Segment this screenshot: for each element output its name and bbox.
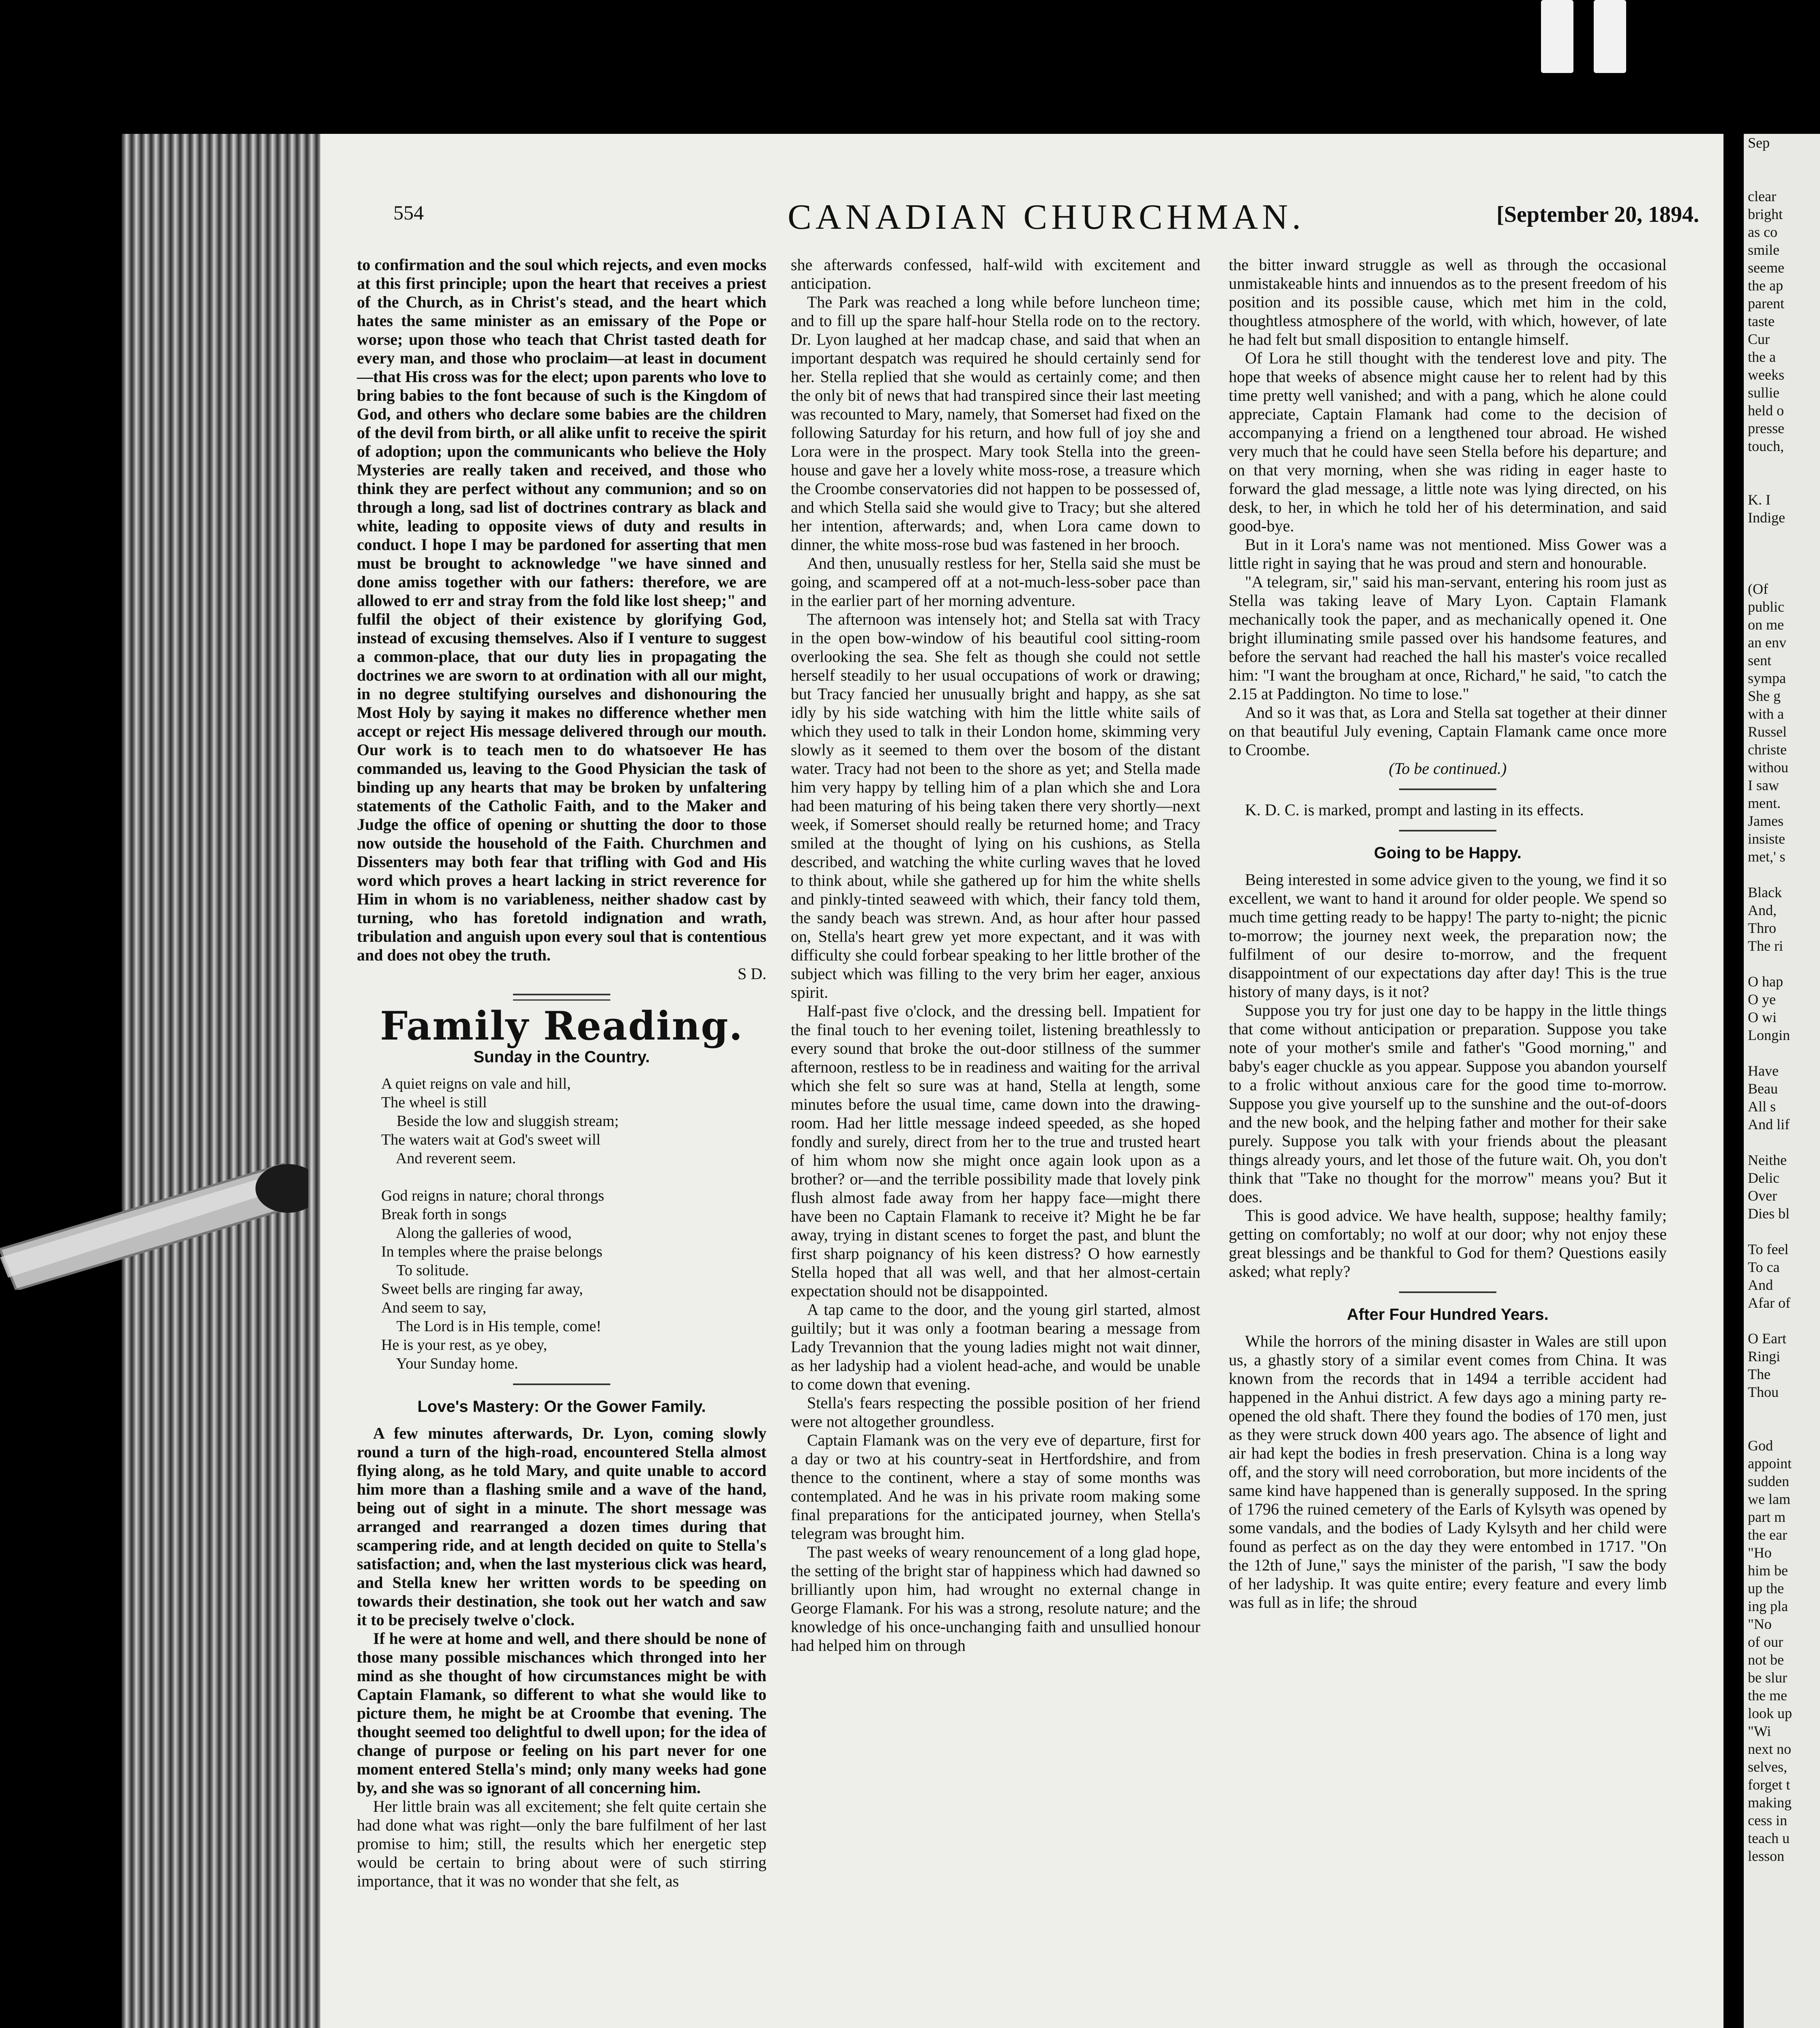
- advertisement: K. D. C. is marked, prompt and lasting in its effects.: [1245, 801, 1584, 819]
- adjacent-page-line: with a: [1748, 706, 1784, 722]
- column-2: [791, 256, 1200, 2028]
- adjacent-page-line: The: [1748, 1366, 1771, 1382]
- adjacent-page-line: selves,: [1748, 1759, 1787, 1775]
- adjacent-page-line: Cur: [1748, 331, 1770, 347]
- adjacent-page-line: "Ho: [1748, 1545, 1772, 1561]
- adjacent-page-line: Longin: [1748, 1027, 1790, 1043]
- adjacent-page-line: O ye: [1748, 991, 1776, 1008]
- adjacent-page-line: Delic: [1748, 1170, 1779, 1186]
- adjacent-page-line: sent: [1748, 652, 1771, 668]
- adjacent-page-line: weeks: [1748, 367, 1784, 383]
- poem-line: Sweet bells are ringing far away,: [381, 1280, 583, 1298]
- adjacent-page-line: met,' s: [1748, 849, 1786, 865]
- story-title: Love's Mastery: Or the Gower Family.: [417, 1398, 706, 1416]
- page-header: [393, 197, 1699, 241]
- story-paragraph: But in it Lora's name was not mentioned. Miss Gower was a little right in saying that he was proud and stern and honourable.: [1229, 535, 1667, 572]
- adjacent-page-line: bright: [1748, 206, 1783, 222]
- poem-line: In temples where the praise belongs: [381, 1243, 603, 1260]
- adjacent-page-line: [1748, 955, 1820, 973]
- adjacent-page-line: To ca: [1748, 1259, 1780, 1275]
- adjacent-page-line: Russel: [1748, 724, 1787, 740]
- adjacent-page-line: [1748, 473, 1820, 491]
- adjacent-page-line: lesson: [1748, 1848, 1784, 1864]
- story-paragraph: Captain Flamank was on the very eve of departure, first for a day or two at his country-seat in Hertfordshire, and from thence to the continent, where a stay of some months was contemplated. And he was in his private room making some final preparations for the anticipated journey, when Stella's telegram was brought him.: [791, 1431, 1200, 1542]
- adjacent-page-line: And: [1748, 1277, 1773, 1293]
- page-clip: [0, 1156, 308, 1290]
- adjacent-page-line: The ri: [1748, 938, 1783, 954]
- adjacent-page-line: [1748, 1044, 1820, 1062]
- adjacent-page-line: parent: [1748, 295, 1784, 312]
- story-paragraph: Stella's fears respecting the possible position of her friend were not altogether groundless.: [791, 1394, 1200, 1431]
- story-paragraph: Her little brain was all excitement; she felt quite certain she had done what was right—only the bare fulfilment of her last promise to him; still, the results which her energetic step would be certain to bring about were of such stirring importance, that it was no wonder that she felt, as: [357, 1797, 766, 1890]
- adjacent-page-line: the me: [1748, 1687, 1787, 1704]
- adjacent-page-line: clear: [1748, 188, 1776, 204]
- adjacent-page-line: Thou: [1748, 1384, 1779, 1400]
- adjacent-page-line: Sep: [1748, 135, 1770, 151]
- adjacent-page-line: part m: [1748, 1509, 1786, 1525]
- adjacent-page-line: Black: [1748, 884, 1782, 900]
- adjacent-page-line: [1748, 544, 1820, 562]
- article-paragraph: This is good advice. We have health, suppose; healthy family; getting on comfortably; no wolf at our door; why not enjoy these great blessings and be thankful to God for them? Questions easily asked; what reply?: [1229, 1206, 1667, 1280]
- adjacent-page-line: To feel: [1748, 1241, 1789, 1257]
- adjacent-page-line: the a: [1748, 349, 1776, 365]
- adjacent-page-line: Neithe: [1748, 1152, 1787, 1168]
- adjacent-page-line: [1748, 562, 1820, 580]
- adjacent-page-line: sullie: [1748, 385, 1779, 401]
- adjacent-page-line: Beau: [1748, 1081, 1778, 1097]
- adjacent-page-line: smile: [1748, 242, 1779, 258]
- adjacent-page-line: christe: [1748, 741, 1787, 758]
- poem-line: A quiet reigns on vale and hill,: [381, 1075, 571, 1092]
- poem-line: Break forth in songs: [381, 1206, 507, 1223]
- adjacent-page-line: [1748, 1419, 1820, 1437]
- poem-line: [381, 1168, 766, 1186]
- column-3: [1229, 256, 1667, 2028]
- adjacent-page-line: [1748, 170, 1820, 187]
- adjacent-page-line: Ringi: [1748, 1348, 1781, 1364]
- poem-title: Sunday in the Country.: [473, 1048, 650, 1066]
- adjacent-page-line: taste: [1748, 313, 1775, 329]
- adjacent-page-line: O wi: [1748, 1009, 1777, 1025]
- page-number: 554: [393, 201, 424, 224]
- adjacent-page-line: touch,: [1748, 438, 1784, 454]
- adjacent-page-line: And,: [1748, 902, 1777, 918]
- poem-line: God reigns in nature; choral throngs: [381, 1187, 604, 1204]
- adjacent-page-line: [1748, 152, 1820, 170]
- adjacent-page-line: appoint: [1748, 1455, 1792, 1472]
- story-paragraph: The Park was reached a long while before luncheon time; and to fill up the spare half-hour Stella rode on to the rectory. Dr. Lyon laughed at her madcap chase, and said that when an important despatch was required he should certainly send for her. Stella replied that she would as certainly come; and then the only bit of news that had transpired since their last meeting was recounted to Mary, namely, that Somerset had fixed on the following Saturday for his return, and how full of joy she and Lora were in the prospect. Mary took Stella into the green-house and gave her a lovely white moss-rose, a treasure which the Croombe conservatories did not happen to be possessed of, and which Stella said she would give to Tracy; but she altered her intention, afterwards; and, when Lora came down to dinner, the white moss-rose bud was fastened in her brooch.: [791, 293, 1200, 554]
- adjacent-page-line: him be: [1748, 1562, 1788, 1579]
- article-paragraph: Being interested in some advice given to the young, we find it so excellent, we want to hand it around for older people. We spend so much time getting ready to be happy! The party to-night; the picnic to-morrow; the journey next week, the preparation now; the fulfilment of our desire to-morrow, and the frequent disappointment of our expectations day after day! This is the true history of many days, is it not?: [1229, 870, 1667, 1001]
- divider: [1399, 830, 1496, 831]
- adjacent-page-line: James: [1748, 813, 1784, 829]
- binding-mark-top-2: [1594, 0, 1626, 73]
- adjacent-page-line: Thro: [1748, 920, 1776, 936]
- story-paragraph: A few minutes afterwards, Dr. Lyon, coming slowly round a turn of the high-road, encountered Stella almost flying along, as he told Mary, and quite unable to accord him more than a flashing smile and a wave of the hand, being out of sight in a minute. The short message was arranged and rearranged a dozen times during that scampering ride, and at length decided on quite to Stella's satisfaction; and, when the last mysterious click was heard, and Stella knew her written words to be speeding on towards their destination, she took out her watch and saw it to be precisely twelve o'clock.: [357, 1424, 766, 1629]
- adjacent-page-line: All s: [1748, 1098, 1776, 1115]
- poem-line: To solitude.: [381, 1262, 469, 1279]
- adjacent-page-line: [1748, 1222, 1820, 1240]
- adjacent-page-line: I saw: [1748, 777, 1779, 793]
- adjacent-page-line: be slur: [1748, 1669, 1787, 1686]
- adjacent-page-line: ing pla: [1748, 1598, 1788, 1614]
- adjacent-page-line: cess in: [1748, 1812, 1787, 1828]
- article-title: After Four Hundred Years.: [1347, 1306, 1549, 1323]
- divider: [1399, 1291, 1496, 1293]
- divider: [513, 1384, 610, 1385]
- adjacent-page-line: look up: [1748, 1705, 1792, 1721]
- article-intro: to confirmation and the soul which rejects, and even mocks at this first principle; upon the heart that receives a priest of the Church, as in Christ's stead, and the heart which hates the same minister as an emissary of the Pope or worse; upon those who teach that Christ tasted death for every man, and those who proclaim—at least in document—that His cross was for the elect; upon parents who love to bring babies to the font because of such is the Kingdom of God, and others who declare some babies are the children of the devil from birth, or all alike unfit to receive the spirit of adoption; upon the communicants who believe the Holy Mysteries are really taken and received, and those who think they are perfect without any communion; and so on through a long, sad list of doctrines contrary as black and white, leading to opposite views of duty and results in conduct. I hope I may be pardoned for asserting that men must be brought to acknowledge "we have sinned and done amiss together with our fathers: therefore, we are allowed to err and stray from the fold like lost sheep;" and fulfil the object of their existence by glorifying God, instead of excusing themselves. Also if I venture to suggest a common-place, that our duty lies in propagating the doctrines we are sworn to at ordination with all our might, in no degree stultifying ourselves and dishonouring the Most Holy by saying it makes no difference whether men accept or reject His message delivered through our mouth. Our work is to teach men to do whatsoever He has commanded us, leaving to the Good Physician the task of binding up any hearts that may be broken by unfaltering statements of the Catholic Faith, and to the Maker and Judge the office of opening or shutting the door to those now outside the household of the Faith. Churchmen and Dissenters may both fear that trifling with God and His word which proves a heart lacking in strict reverence for Him in whom is no variableness, neither shadow cast by turning, who has foretold indignation and wrath, tribulation and anguish upon every soul that is contentious and does not obey the truth.: [357, 256, 766, 964]
- adjacent-page-line: not be: [1748, 1652, 1784, 1668]
- adjacent-page-line: making: [1748, 1794, 1792, 1811]
- poem: [381, 1074, 766, 1373]
- adjacent-page-line: O Eart: [1748, 1330, 1786, 1347]
- story-paragraph: "A telegram, sir," said his man-servant, entering his room just as Stella was taking leave of Mary Lyon. Captain Flamank mechanically took the paper, and as mechanically opened it. One bright illuminating smile passed over his handsome features, and before the servant had reached the hall his master's voice recalled him: "I want the brougham at once, Richard," he said, "to catch the 2.15 at Paddington. No time to lose.": [1229, 573, 1667, 703]
- to-be-continued: (To be continued.): [1389, 759, 1507, 778]
- adjacent-page-line: insiste: [1748, 831, 1786, 847]
- newspaper-page: [320, 134, 1723, 2028]
- adjacent-page-line: [1748, 1133, 1820, 1151]
- story-paragraph: Of Lora he still thought with the tenderest love and pity. The hope that weeks of absence might cause her to relent had by this time pretty well vanished; and with a pang, which he alone could appreciate, Captain Flamank had come to the decision of accompanying a friend on a lengthened tour abroad. He wished very much that he could have seen Stella before his departure; and on that very morning, when she was riding in eager haste to forward the glad message, a little note was lying directed, on his desk, to her, in which he told her of his determination, and said good-bye.: [1229, 349, 1667, 535]
- story-paragraph: The past weeks of weary renouncement of a long glad hope, the setting of the bright star of happiness which had dawned so brilliantly upon him, had wrought no external change in George Flamank. For his was a strong, resolute nature; and the knowledge of his once-unchanging faith and unsullied honour had helped him on through: [791, 1543, 1200, 1654]
- poem-line: Along the galleries of wood,: [381, 1225, 572, 1242]
- adjacent-page-line: [1748, 455, 1820, 473]
- poem-line: He is your rest, as ye obey,: [381, 1336, 547, 1353]
- divider: [513, 994, 610, 1001]
- story-paragraph: And so it was that, as Lora and Stella sat together at their dinner on that beautiful July evening, Captain Flamank came once more to Croombe.: [1229, 703, 1667, 759]
- adjacent-page-line: God: [1748, 1437, 1773, 1454]
- adjacent-page-line: "No: [1748, 1616, 1772, 1632]
- issue-date: [September 20, 1894.: [1496, 202, 1699, 227]
- adjacent-page-line: O hap: [1748, 973, 1783, 990]
- divider: [1399, 788, 1496, 790]
- adjacent-page-line: the ap: [1748, 277, 1783, 294]
- article-paragraph: Suppose you try for just one day to be happy in the little things that come without anticipation or preparation. Suppose you take note of your mother's smile and father's "Good morning," and baby's eager chuckle as you appear. Suppose you abandon yourself to a frolic without anxious care for the good time to-morrow. Suppose you give yourself up to the sunshine and the out-of-doors and the new book, and the helping father and mother for their sake purely. Suppose you talk with your friends about the pleasant things already yours, and let those of the future wait. Oh, you don't think that "Take no thought for the morrow" means you? But it does.: [1229, 1001, 1667, 1206]
- adjacent-page-line: "Wi: [1748, 1723, 1771, 1739]
- adjacent-page-line: an env: [1748, 634, 1786, 651]
- adjacent-page-line: Have: [1748, 1063, 1779, 1079]
- adjacent-page-line: [1748, 526, 1820, 544]
- adjacent-page-line: the ear: [1748, 1527, 1787, 1543]
- poem-line: And seem to say,: [381, 1299, 487, 1316]
- page-edges: [122, 134, 333, 2028]
- poem-line: And reverent seem.: [381, 1150, 516, 1167]
- poem-line: The wheel is still: [381, 1094, 487, 1111]
- adjacent-page-line: [1748, 1312, 1820, 1330]
- adjacent-page-line: held o: [1748, 402, 1784, 419]
- story-paragraph: A tap came to the door, and the young girl started, almost guiltily; but it was only a footman bearing a message from Lady Trevannion that the young ladies might not wait dinner, as her ladyship had a violent head-ache, and would be unable to come down that evening.: [791, 1300, 1200, 1393]
- adjacent-page-line: K. I: [1748, 492, 1771, 508]
- adjacent-page-line: as co: [1748, 224, 1777, 240]
- adjacent-page-line: Afar of: [1748, 1295, 1790, 1311]
- adjacent-page-line: of our: [1748, 1634, 1783, 1650]
- story-paragraph: And then, unusually restless for her, Stella said she must be going, and scampered off at a not-much-less-sober pace than in the earlier part of her morning adventure.: [791, 554, 1200, 610]
- adjacent-page-line: seeme: [1748, 260, 1784, 276]
- signature: S D.: [737, 965, 766, 983]
- adjacent-page-line: up the: [1748, 1580, 1784, 1596]
- adjacent-page-line: we lam: [1748, 1491, 1790, 1507]
- adjacent-page-line: next no: [1748, 1741, 1791, 1757]
- adjacent-page: [1744, 134, 1820, 2028]
- adjacent-page-line: withou: [1748, 759, 1789, 776]
- binding-mark-top: [1541, 0, 1573, 73]
- adjacent-page-line: sudden: [1748, 1473, 1789, 1489]
- article-paragraph: While the horrors of the mining disaster in Wales are still upon us, a ghastly story of a similar event comes from China. It was known from the records that in 1494 a terrible accident had happened in the Anhui district. A few days ago a mining party re-opened the old shaft. There they found the bodies of 170 men, just as they were struck down 400 years ago. The absence of light and air had kept the bodies in fresh preservation. China is a long way off, and the story will need corroboration, but more incidents of the same kind have happened than is generally supposed. In the spring of 1796 the ruined cemetery of the Earls of Kylsyth was opened by some vandals, and the bodies of Lady Kylsyth and her child were found as perfect as on the day they were entombed in 1717. "On the 12th of June," says the minister of the parish, "I saw the body of her ladyship. It was quite entire; every feature and every limb was full as in life; the shroud: [1229, 1332, 1667, 1611]
- adjacent-page-line: sympa: [1748, 670, 1786, 686]
- poem-line: The waters wait at God's sweet will: [381, 1131, 601, 1148]
- adjacent-page-line: Over: [1748, 1188, 1777, 1204]
- adjacent-page-line: teach u: [1748, 1830, 1790, 1846]
- adjacent-page-line: And lif: [1748, 1116, 1790, 1132]
- adjacent-page-line: (Of: [1748, 581, 1768, 597]
- adjacent-page-line: public: [1748, 599, 1784, 615]
- article-title: Going to be Happy.: [1374, 844, 1522, 862]
- adjacent-page-line: presse: [1748, 420, 1784, 436]
- adjacent-page-line: [1748, 866, 1820, 883]
- story-paragraph: Half-past five o'clock, and the dressing bell. Impatient for the final touch to her evening toilet, listening breathlessly to every sound that broke the out-door stillness of the summer afternoon, restless to be in readiness and waiting for the arrival which she felt so sure was at hand, Stella at length, some minutes before the usual time, came down into the drawing-room. Had her little message indeed speeded, as she hoped fondly and surely, direct from her to the true and trusted heart of him whom now she might once again look upon as a brother? or—and the terrible possibility made that lovely pink flush almost fade away from her happy face—might there have been no Captain Flamank to receive it? Might he be far away, trying in distant scenes to forget the past, and blunt the first sharp poignancy of his keen distress? O how earnestly Stella hoped that all was well, and that her almost-certain expectation should not be disappointed.: [791, 1002, 1200, 1300]
- adjacent-page-line: forget t: [1748, 1777, 1790, 1793]
- story-paragraph: she afterwards confessed, half-wild with excitement and anticipation.: [791, 256, 1200, 292]
- adjacent-page-line: Indige: [1748, 509, 1785, 526]
- poem-line: The Lord is in His temple, come!: [381, 1318, 601, 1335]
- adjacent-page-line: Dies bl: [1748, 1205, 1790, 1222]
- section-title: Family Reading.: [380, 1003, 743, 1049]
- adjacent-page-line: She g: [1748, 688, 1781, 704]
- adjacent-page-line: ment.: [1748, 795, 1781, 811]
- poem-line: Beside the low and sluggish stream;: [381, 1113, 619, 1130]
- story-paragraph: If he were at home and well, and there should be none of those many possible mischances which thronged into her mind as she thought of how circumstances might be with Captain Flamank, so different to what she would like to picture them, he might be at Croombe that evening. The thought seemed too delightful to dwell upon; for the idea of change of purpose or feeling on his part never for one moment entered Stella's mind; only many weeks had gone by, and she was so ignorant of all concerning him.: [357, 1629, 766, 1797]
- adjacent-page-line: on me: [1748, 617, 1784, 633]
- story-paragraph: The afternoon was intensely hot; and Stella sat with Tracy in the open bow-window of his beautiful cool sitting-room overlooking the sea. She felt as though she could not settle herself steadily to her usual occupations of work or drawing; but Tracy fancied her unusually bright and happy, as she sat idly by his side watching with him the little white sails of which they used to talk in their London home, skimming very slowly as it seemed to them over the bosom of the distant water. Tracy had not been to the shore as yet; and Stella made him very happy by telling him of a plan which she and Lora had been maturing of his being taken there very shortly—next week, if Somerset should really be returned home; and Tracy smiled at the thought of lying on his cushions, as Stella described, and watching the white curling waves that he loved to think about, while she gathered up for him the white shells and pinkly-tinted seaweed with which, their fancy told them, the sandy beach was strewn. And, as hour after hour passed on, Stella's heart grew yet more expectant, and it was with difficulty she could forbear speaking to her little brother of the subject which was filling to the very brim her eager, anxious spirit.: [791, 610, 1200, 1001]
- column-1: [357, 256, 766, 2028]
- poem-line: Your Sunday home.: [381, 1355, 518, 1372]
- adjacent-page-line: [1748, 1401, 1820, 1419]
- masthead: CANADIAN CHURCHMAN.: [788, 198, 1305, 237]
- story-paragraph: the bitter inward struggle as well as through the occasional unmistakeable hints and innuendos as to the present freedom of his position and its possible cause, which met him in the cold, thoughtless atmosphere of the world, with which, however, of late he had felt but small disposition to entangle himself.: [1229, 256, 1667, 348]
- adjacent-page-text: [1744, 134, 1820, 1865]
